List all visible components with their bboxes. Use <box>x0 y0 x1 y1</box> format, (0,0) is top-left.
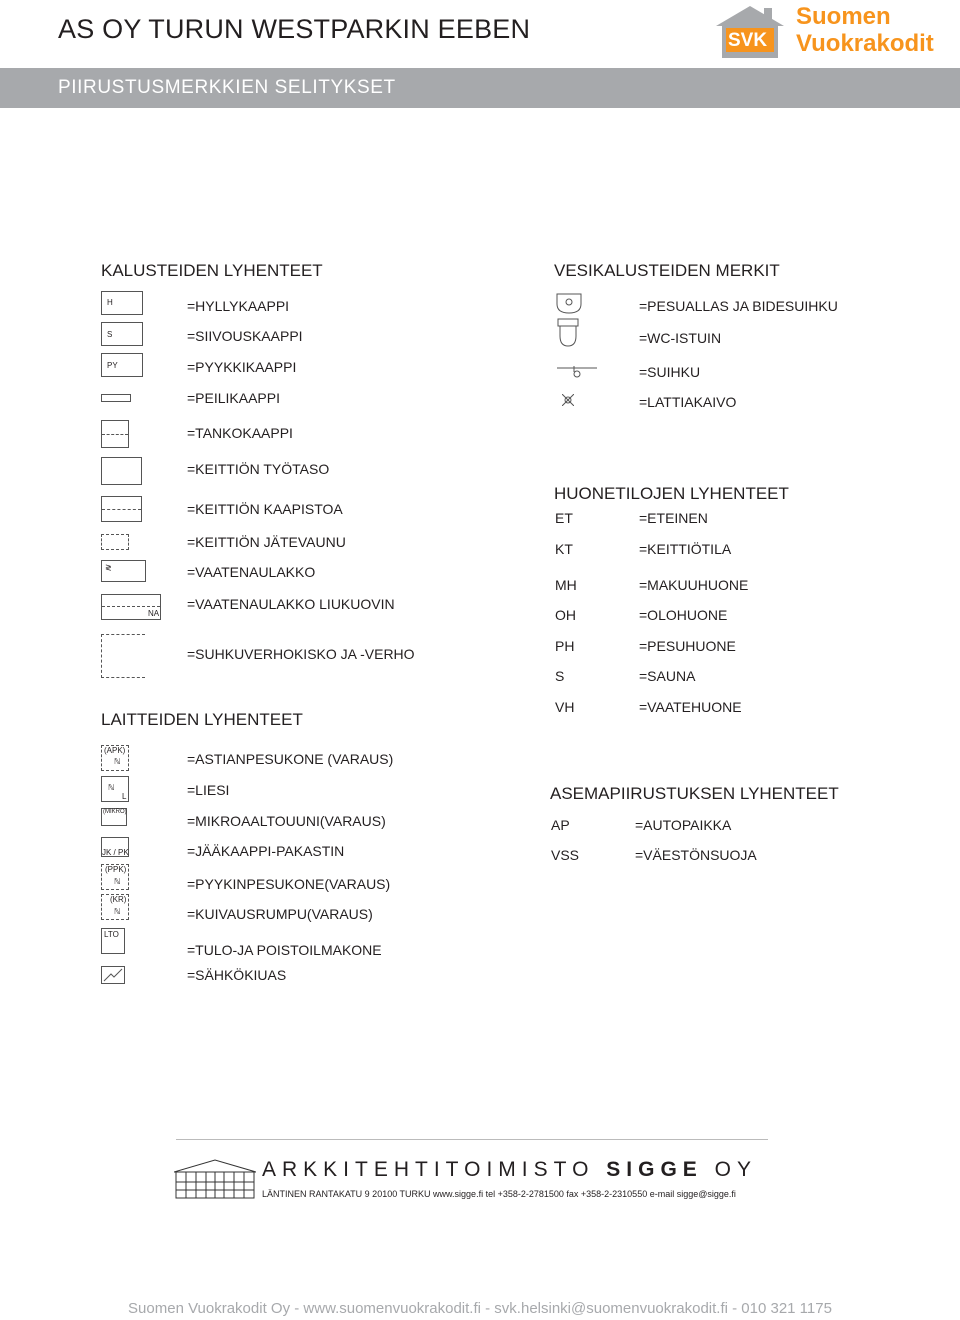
symbol-py: PY <box>101 353 143 377</box>
logo-line2: Vuokrakodit <box>796 30 934 57</box>
furniture-label: =VAATENAULAKKO <box>187 564 316 580</box>
page-footer: Suomen Vuokrakodit Oy - www.suomenvuokrakodit.fi - svk.helsinki@suomenvuokrakodit.fi - 010 321 1175 <box>128 1300 832 1317</box>
logo-line1: Suomen <box>796 3 891 30</box>
site-label: =AUTOPAIKKA <box>635 817 732 833</box>
symbol-s: S <box>101 322 143 346</box>
symbol-fridge-freezer: JK / PK <box>101 837 129 857</box>
appliance-label: =TULO-JA POISTOILMAKONE <box>187 942 382 958</box>
site-heading: ASEMAPIIRUSTUKSEN LYHENTEET <box>550 784 839 803</box>
room-label: =OLOHUONE <box>639 607 728 623</box>
furniture-label: =PEILIKAAPPI <box>187 390 280 406</box>
room-code: OH <box>555 607 576 623</box>
room-label: =PESUHUONE <box>639 638 736 654</box>
symbol-ventilation-unit: LTO <box>101 928 125 954</box>
furniture-heading: KALUSTEIDEN LYHENTEET <box>101 261 323 280</box>
page-subtitle: PIIRUSTUSMERKKIEN SELITYKSET <box>58 77 396 98</box>
room-code: KT <box>555 541 573 557</box>
furniture-label: =PYYKKIKAAPPI <box>187 359 297 375</box>
room-code: PH <box>555 638 575 654</box>
subtitle-band <box>0 68 960 108</box>
wc-icon <box>557 318 579 348</box>
symbol-worktop <box>101 457 142 485</box>
room-label: =MAKUUHUONE <box>639 577 749 593</box>
plumbing-label: =SUIHKU <box>639 364 701 380</box>
appliance-label: =SÄHKÖKIUAS <box>187 967 287 983</box>
room-label: =KEITTIÖTILA <box>639 541 732 557</box>
room-code: ET <box>555 510 573 526</box>
symbol-waste-trolley <box>101 534 129 550</box>
svk-logo <box>710 4 950 62</box>
furniture-label: =KEITTIÖN JÄTEVAUNU <box>187 534 346 550</box>
appliance-label: =MIKROAALTOUUNI(VARAUS) <box>187 813 386 829</box>
site-code: VSS <box>551 847 580 863</box>
furniture-label: =TANKOKAAPPI <box>187 425 293 441</box>
symbol-dishwasher: (APK) ℕ <box>101 745 129 771</box>
room-code: S <box>555 668 565 684</box>
furniture-label: =SUHKUVERHOKISKO JA -VERHO <box>187 646 415 662</box>
symbol-coat-rack-sliding: NA <box>101 594 161 620</box>
appliances-heading: LAITTEIDEN LYHENTEET <box>101 710 303 729</box>
symbol-washing-machine: (PPK) ℕ <box>101 864 129 890</box>
furniture-label: =KEITTIÖN KAAPISTOA <box>187 501 343 517</box>
building-logo-icon <box>174 1158 256 1200</box>
appliance-label: =PYYKINPESUKONE(VARAUS) <box>187 876 391 892</box>
furniture-label: =SIIVOUSKAAPPI <box>187 328 303 344</box>
shower-icon <box>557 364 599 380</box>
symbol-microwave: (MIKRO) <box>101 808 127 826</box>
appliance-label: =JÄÄKAAPPI-PAKASTIN <box>187 843 345 859</box>
appliance-label: =ASTIANPESUKONE (VARAUS) <box>187 751 394 767</box>
rooms-heading: HUONETILOJEN LYHENTEET <box>554 484 789 503</box>
room-label: =ETEINEN <box>639 510 708 526</box>
symbol-kitchen-cabinets <box>101 496 142 522</box>
site-code: AP <box>551 817 570 833</box>
symbol-stove: ℕ L <box>101 776 129 802</box>
furniture-label: =HYLLYKAAPPI <box>187 298 290 314</box>
floor-drain-icon <box>562 394 574 406</box>
symbol-rod-cabinet <box>101 420 129 448</box>
room-label: =VAATEHUONE <box>639 699 742 715</box>
sauna-heater-icon <box>101 966 125 984</box>
page-title: AS OY TURUN WESTPARKIN EEBEN <box>58 14 531 44</box>
symbol-h: H <box>101 291 143 315</box>
symbol-mirror-cabinet <box>101 394 131 402</box>
plumbing-label: =LATTIAKAIVO <box>639 394 737 410</box>
symbol-curtain-rail <box>101 634 145 678</box>
symbol-tumble-dryer: (KR) ℕ <box>101 894 129 920</box>
plumbing-label: =WC-ISTUIN <box>639 330 722 346</box>
site-label: =VÄESTÖNSUOJA <box>635 847 757 863</box>
plumbing-label: =PESUALLAS JA BIDESUIHKU <box>639 298 838 314</box>
furniture-label: =KEITTIÖN TYÖTASO <box>187 461 330 477</box>
appliance-label: =KUIVAUSRUMPU(VARAUS) <box>187 906 373 922</box>
appliance-label: =LIESI <box>187 782 230 798</box>
architect-address: LÄNTINEN RANTAKATU 9 20100 TURKU www.sigge.fi tel +358-2-2781500 fax +358-2-2310550 e-mail sigge@sigge.fi <box>262 1189 736 1199</box>
footer-divider <box>176 1139 768 1140</box>
symbol-coat-rack: ≷ <box>101 560 146 582</box>
architect-name: ARKKITEHTITOIMISTO SIGGE OY <box>262 1158 757 1181</box>
washbasin-bidet-icon <box>556 292 582 314</box>
room-code: MH <box>555 577 577 593</box>
room-label: =SAUNA <box>639 668 696 684</box>
room-code: VH <box>555 699 575 715</box>
plumbing-heading: VESIKALUSTEIDEN MERKIT <box>554 261 780 280</box>
furniture-label: =VAATENAULAKKO LIUKUOVIN <box>187 596 395 612</box>
logo-badge: SVK <box>728 30 768 51</box>
